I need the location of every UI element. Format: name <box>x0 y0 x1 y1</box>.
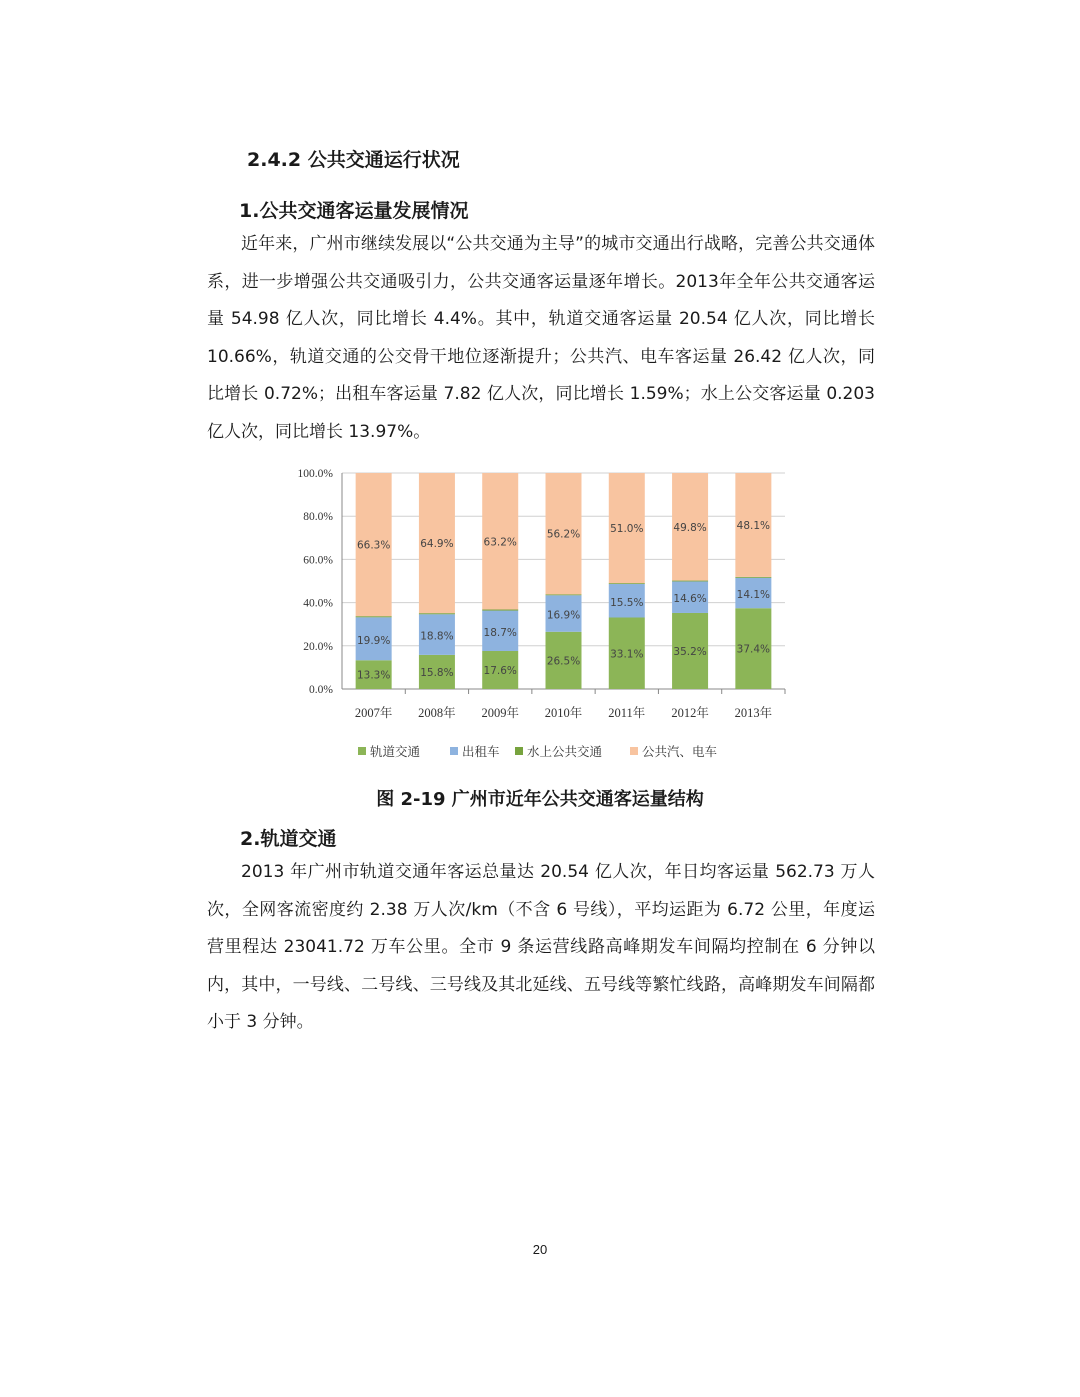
figure-caption: 图 2-19 广州市近年公共交通客运量结构 <box>376 789 704 810</box>
x-tick-label: 2008年 <box>418 706 456 720</box>
paragraph-rail-transit: 2013 年广州市轨道交通年客运总量达 20.54 亿人次，年日均客运量 562.73 万人次，全网客流密度约 2.38 万人次/km（不含 6 号线），平均运距为 6.72 公里，年度运营里程达 23041.72 万车公里。全市 9 条运营线路高峰期发车间隔均控制在 6 分钟以内，其中，一号线、二号线、三号线及其北延线、五号线等繁忙线路，高峰期发车间隔都小于 3 分钟。 <box>207 862 875 1033</box>
section-heading: 2.4.2 公共交通运行状况 <box>247 149 460 171</box>
bar-segment <box>672 581 708 582</box>
data-label: 19.9% <box>356 634 391 647</box>
legend-label: 出租车 <box>462 744 500 759</box>
data-label: 66.3% <box>356 539 391 552</box>
bar-segment <box>356 616 392 617</box>
legend-label: 公共汽、电车 <box>642 744 718 759</box>
data-label: 33.1% <box>610 648 644 661</box>
data-label: 14.6% <box>673 593 707 606</box>
data-label: 13.3% <box>356 669 391 682</box>
data-label: 18.7% <box>483 626 517 639</box>
data-label: 49.8% <box>673 521 707 534</box>
stacked-bar-chart <box>270 460 800 770</box>
x-tick-label: 2012年 <box>671 706 709 720</box>
legend-label: 水上公共交通 <box>527 744 603 759</box>
y-tick-label: 20.0% <box>303 640 333 653</box>
data-label: 16.9% <box>546 609 581 622</box>
data-label: 15.5% <box>610 596 644 609</box>
data-label: 64.9% <box>420 538 454 551</box>
bar-segment <box>609 583 645 584</box>
data-label: 37.4% <box>736 643 771 656</box>
page-number: 20 <box>532 1242 548 1257</box>
legend-swatch <box>450 747 458 755</box>
legend-swatch <box>630 747 638 755</box>
data-label: 56.2% <box>546 528 581 541</box>
data-label: 15.8% <box>420 666 454 679</box>
chart-svg <box>270 460 800 770</box>
x-tick-label: 2013年 <box>734 706 773 720</box>
y-tick-label: 0.0% <box>309 684 333 696</box>
data-label: 48.1% <box>736 519 771 532</box>
y-tick-label: 100.0% <box>297 468 333 480</box>
x-tick-label: 2010年 <box>544 706 583 720</box>
data-label: 51.0% <box>610 523 644 536</box>
data-label: 17.6% <box>483 664 517 677</box>
subsection-heading-passenger-volume: 1.公共交通客运量发展情况 <box>239 200 469 222</box>
x-tick-label: 2009年 <box>481 706 519 720</box>
bar-segment <box>419 613 455 614</box>
data-label: 26.5% <box>546 655 581 668</box>
subsection-heading-rail: 2.轨道交通 <box>240 828 337 850</box>
y-tick-label: 80.0% <box>303 511 333 524</box>
legend-swatch <box>515 747 523 755</box>
legend-swatch <box>358 747 366 755</box>
bar-segment <box>735 577 771 578</box>
paragraph-passenger-volume: 近年来，广州市继续发展以“公共交通为主导”的城市交通出行战略，完善公共交通体系，进一步增强公共交通吸引力，公共交通客运量逐年增长。2013年全年公共交通客运量 54.98 亿人次，同比增长 4.4%。其中，轨道交通客运量 20.54 亿人次，同比增长 10.66%，轨道交通的公交骨干地位逐渐提升；公共汽、电车客运量 26.42 亿人次，同比增长 0.72%；出租车客运量 7.82 亿人次，同比增长 1.59%；水上公交客运量 0.203 亿人次，同比增长 13.97%。 <box>207 234 875 442</box>
data-label: 18.8% <box>420 630 454 643</box>
data-label: 14.1% <box>736 588 771 601</box>
bar-segment <box>482 610 518 611</box>
data-label: 35.2% <box>673 645 707 658</box>
y-tick-label: 60.0% <box>303 554 333 567</box>
x-tick-label: 2011年 <box>608 706 646 720</box>
bar-segment <box>546 594 582 595</box>
data-label: 63.2% <box>483 536 517 549</box>
x-tick-label: 2007年 <box>354 706 393 720</box>
legend-label: 轨道交通 <box>370 744 421 759</box>
y-tick-label: 40.0% <box>303 597 333 610</box>
